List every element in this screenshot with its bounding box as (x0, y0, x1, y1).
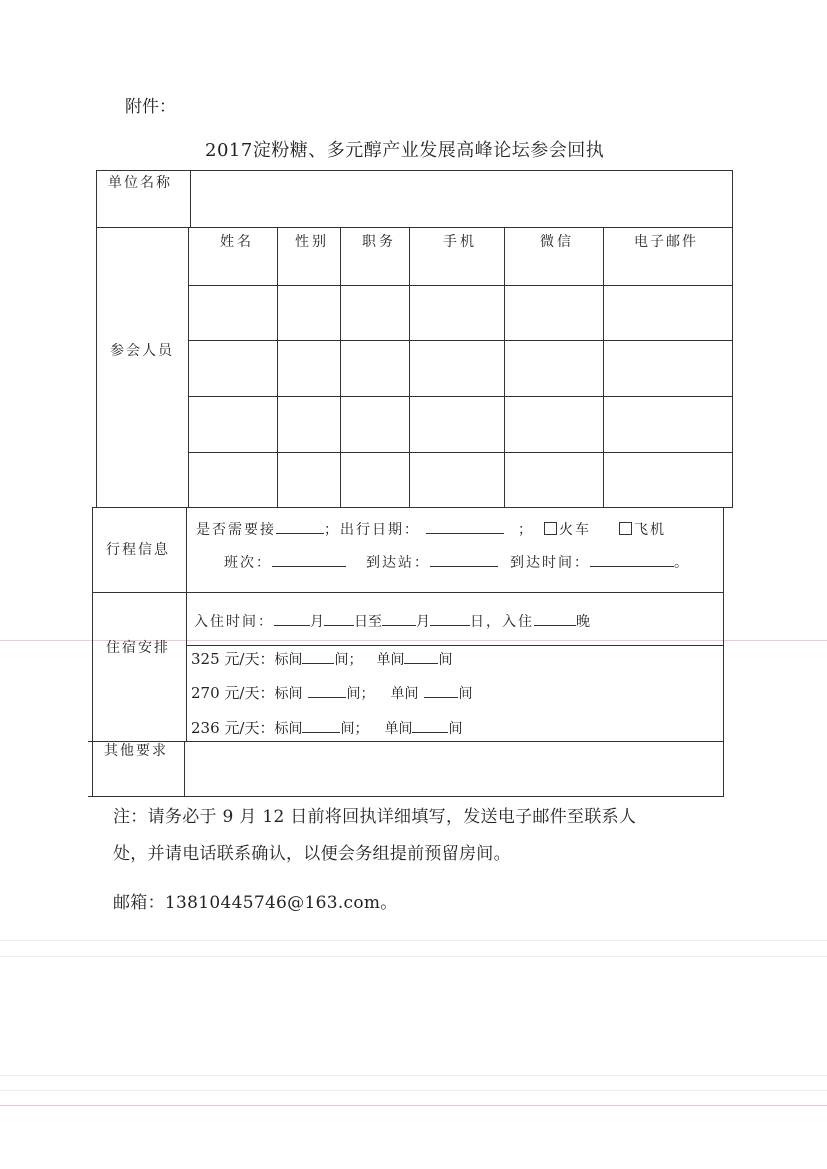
standard-room-label: 标间 (274, 686, 303, 702)
room-unit: 间 (334, 652, 349, 668)
travel-line-1 (196, 519, 666, 539)
note-line-2: 处，并请电话联系确认，以便会务组提前预留房间。 (113, 844, 511, 864)
travel-line-2 (224, 552, 688, 572)
column-name: 姓名 (220, 234, 254, 250)
note-line-1: 注：请务必于 9 月 12 日前将回执详细填写，发送电子邮件至联系人 (113, 807, 637, 827)
plane-checkbox[interactable] (619, 522, 632, 535)
standard-room-blank[interactable] (302, 720, 340, 733)
rate-line-3 (191, 717, 462, 738)
rate-line-1 (191, 648, 452, 669)
org-name-label: 单位名称 (108, 175, 172, 191)
arrival-blank[interactable] (590, 554, 674, 567)
scan-line (0, 1105, 827, 1106)
date-blank[interactable] (426, 521, 504, 534)
rate-sep: ； (348, 652, 363, 668)
checkin-month-blank[interactable] (274, 613, 310, 626)
attachment-label: 附件： (125, 97, 176, 117)
day-stay-text: 日，入住 (470, 614, 534, 630)
rate-sep: ； (354, 721, 369, 737)
sep: ； (518, 522, 532, 538)
plane-label: 飞机 (634, 522, 666, 538)
arrival-label: 到达时间： (510, 555, 590, 571)
scan-line (0, 940, 827, 941)
month-text-2: 月 (416, 614, 430, 630)
number-label: 班次： (224, 555, 272, 571)
station-blank[interactable] (430, 554, 498, 567)
attendees-label: 参会人员 (110, 343, 174, 359)
column-wechat: 微信 (540, 234, 574, 250)
rate-price: 325 元/天： (191, 650, 275, 668)
month-text: 月 (310, 614, 324, 630)
single-room-label: 单间 (376, 652, 405, 668)
scan-line (0, 1090, 827, 1091)
single-room-blank[interactable] (404, 651, 438, 664)
standard-room-blank[interactable] (308, 685, 346, 698)
travel-end: 。 (674, 555, 688, 571)
rate-sep: ； (360, 686, 375, 702)
room-unit: 间 (346, 686, 361, 702)
rate-line-2 (191, 682, 472, 703)
checkin-line (194, 611, 590, 631)
checkout-day-blank[interactable] (430, 613, 470, 626)
single-room-blank[interactable] (412, 720, 448, 733)
room-unit: 间 (340, 721, 355, 737)
single-room-blank[interactable] (424, 685, 458, 698)
pickup-label: 是否需要接 (196, 522, 276, 538)
train-checkbox[interactable] (544, 522, 557, 535)
night-text: 晚 (576, 614, 590, 630)
room-unit: 间 (458, 686, 473, 702)
lodging-label: 住宿安排 (106, 640, 170, 656)
train-label: 火车 (559, 522, 591, 538)
column-email: 电子邮件 (634, 234, 698, 250)
room-unit: 间 (438, 652, 453, 668)
date-label: ；出行日期： (324, 522, 420, 538)
standard-room-blank[interactable] (302, 651, 334, 664)
travel-label: 行程信息 (106, 542, 170, 558)
checkout-month-blank[interactable] (382, 613, 416, 626)
rate-price: 270 元/天： (191, 684, 275, 702)
column-mobile: 手机 (443, 234, 477, 250)
day-to-text: 日至 (354, 614, 382, 630)
checkin-label: 入住时间： (194, 614, 274, 630)
scan-line (0, 956, 827, 957)
room-unit: 间 (448, 721, 463, 737)
pickup-blank[interactable] (276, 521, 324, 534)
form-title: 2017淀粉糖、多元醇产业发展高峰论坛参会回执 (205, 140, 605, 161)
other-requests-label: 其他要求 (104, 743, 168, 759)
rate-price: 236 元/天： (191, 719, 275, 737)
checkin-day-blank[interactable] (324, 613, 354, 626)
contact-email: 邮箱：13810445746@163.com。 (113, 893, 398, 913)
station-label: 到达站： (366, 555, 430, 571)
single-room-label: 单间 (384, 721, 413, 737)
column-gender: 性别 (295, 234, 329, 250)
standard-room-label: 标间 (274, 721, 303, 737)
scan-line (0, 1075, 827, 1076)
column-title: 职务 (362, 234, 396, 250)
nights-blank[interactable] (534, 613, 576, 626)
single-room-label: 单间 (390, 686, 419, 702)
standard-room-label: 标间 (274, 652, 303, 668)
number-blank[interactable] (272, 554, 346, 567)
